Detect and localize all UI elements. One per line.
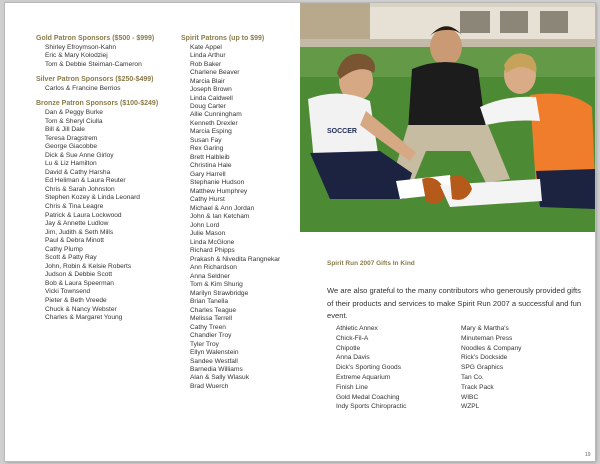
list-item: Melissa Terrell <box>190 315 233 323</box>
list-item: Stephanie Hudson <box>190 179 245 187</box>
list-item: Lu & Liz Hamilton <box>45 160 97 168</box>
gold-sponsors-heading: Gold Patron Sponsors ($500 - $999) <box>36 35 155 42</box>
list-item: John Lord <box>190 221 220 229</box>
list-item: Brett Halbleib <box>190 153 230 161</box>
list-item: Linda Caldwell <box>190 94 233 102</box>
list-item: Pieter & Beth Vreede <box>45 297 107 304</box>
list-item: Paul & Debra Minott <box>45 237 105 245</box>
list-item: Judson & Debbie Scott <box>45 271 113 279</box>
list-item: Minuteman Press <box>461 334 513 342</box>
list-item: Chick-Fil-A <box>336 334 369 342</box>
list-item: Barnedia Williams <box>190 366 243 373</box>
list-item: Dick & Sue Anne Girloy <box>45 151 114 159</box>
list-item: George Giacobbe <box>45 143 98 151</box>
list-item: Patrick & Laura Lockwood <box>45 211 122 219</box>
list-item: Tom & Kim Shurig <box>190 281 243 289</box>
list-item: Ed Heliman & Laura Reuter <box>45 177 126 185</box>
list-item: Linda McGlone <box>190 238 235 246</box>
list-item: Indy Sports Chiropractic <box>336 403 407 411</box>
list-item: Gary Harrell <box>190 170 226 178</box>
list-item: Charles & Margaret Young <box>45 314 123 322</box>
list-item: Carlos & Francine Berrios <box>45 84 121 92</box>
list-item: David & Cathy Harsha <box>45 168 111 176</box>
list-item: Shirley Efroymson-Kahn <box>45 43 117 51</box>
list-item: Marcia Esping <box>190 128 232 136</box>
list-item: Tyler Troy <box>190 340 219 348</box>
list-item: WIBC <box>461 393 479 401</box>
list-item: Sandee Westfall <box>190 357 238 365</box>
list-item: Rex Garing <box>190 145 224 153</box>
list-item: Dick's Sporting Goods <box>336 364 402 372</box>
list-item: Ann Richardson <box>190 264 237 272</box>
list-item: Chipotle <box>336 344 361 352</box>
soccer-stretching-photo <box>300 3 595 232</box>
spirit-patrons-list <box>190 44 306 392</box>
list-item: Brad Wuerch <box>190 382 229 390</box>
list-item: WZPL <box>461 403 480 411</box>
silver-sponsors-heading: Silver Patron Sponsors ($250-$499) <box>36 76 154 84</box>
list-item: Teresa Dragstrem <box>45 134 98 142</box>
list-item: Prakash & Nivedita Rangnekar <box>190 255 281 263</box>
gifts-list-right <box>461 324 521 412</box>
list-item: Charles Teague <box>190 306 237 314</box>
list-item: Tom & Debbie Steiman-Cameron <box>45 60 142 68</box>
list-item: Cathy Treen <box>190 323 226 331</box>
jersey-text: SOCCER <box>327 128 357 135</box>
list-item: Joseph Brown <box>190 86 232 94</box>
sponsor-column-middle <box>181 34 306 391</box>
list-item: Extreme Aquarium <box>336 373 391 381</box>
list-item: Susan Fay <box>190 136 222 144</box>
gifts-in-kind-intro: We are also grateful to the many contributors who generously provided gifts of their products and services to make Spirit Run 2007 a successful and fun event. <box>327 286 582 321</box>
list-item: Athletic Annex <box>336 325 378 332</box>
list-item: Julie Mason <box>190 230 226 238</box>
list-item: Mary & Martha's <box>461 325 509 332</box>
list-item: Chris & Sarah Johnston <box>45 185 115 193</box>
gifts-list-left <box>336 324 406 412</box>
bronze-sponsors-list <box>45 109 171 323</box>
list-item: Christina Hale <box>190 162 232 170</box>
gifts-in-kind-heading: Spirit Run 2007 Gifts In Kind <box>327 260 415 267</box>
list-item: Anna Seldner <box>190 272 230 280</box>
list-item: Dan & Peggy Burke <box>45 108 103 116</box>
list-item: Bill & Jill Dale <box>45 126 85 134</box>
list-item: Gold Medal Coaching <box>336 393 400 401</box>
list-item: Track Pack <box>461 383 494 391</box>
list-item: Richard Phipps <box>190 247 235 255</box>
list-item: Linda Arthur <box>190 52 226 60</box>
list-item: Rick's Dockside <box>461 354 508 362</box>
list-item: Alan & Sally Wlasuk <box>190 374 249 382</box>
list-item: Stephen Kozey & Linda Leonard <box>45 194 140 202</box>
list-item: Bob & Laura Speerman <box>45 279 114 287</box>
list-item: John & Ian Ketcham <box>190 213 250 221</box>
list-item: Charlene Beaver <box>190 69 240 77</box>
list-item: Tom & Sheryl Ciulla <box>45 117 103 125</box>
page-number: 19 <box>585 452 591 458</box>
list-item: Rob Baker <box>190 60 222 68</box>
list-item: Cathy Hurst <box>190 196 225 204</box>
list-item: Vicki Townsend <box>45 288 91 296</box>
list-item: Noodles & Company <box>461 344 522 352</box>
bronze-sponsors-heading: Bronze Patron Sponsors ($100-$249) <box>36 100 159 108</box>
list-item: Matthew Humphrey <box>190 187 248 195</box>
list-item: Brian Tanella <box>190 298 229 306</box>
list-item: Scott & Patty Ray <box>45 254 97 262</box>
list-item: Chandler Troy <box>190 332 232 340</box>
list-item: Chuck & Nancy Webster <box>45 305 117 313</box>
brochure-page <box>5 3 595 461</box>
list-item: Finish Line <box>336 383 368 391</box>
silver-sponsors-list <box>45 85 171 94</box>
list-item: Jay & Annette Ludlow <box>45 220 109 228</box>
list-item: Cathy Plump <box>45 245 83 253</box>
list-item: SPG Graphics <box>461 364 504 372</box>
list-item: Michael & Ann Jordan <box>190 204 255 212</box>
list-item: Kenneth Drexler <box>190 119 238 127</box>
list-item: Tan Co. <box>461 373 484 381</box>
gold-sponsors-list <box>45 44 171 70</box>
list-item: John, Robin & Kelsie Roberts <box>45 262 132 270</box>
list-item: Eric & Mary Kolodziej <box>45 52 108 60</box>
list-item: Anna Davis <box>336 354 370 362</box>
photo-illustration <box>300 3 595 232</box>
list-item: Kate Appel <box>190 43 222 51</box>
list-item: Doug Carter <box>190 102 226 110</box>
spirit-patrons-heading: Spirit Patrons (up to $99) <box>181 35 265 42</box>
list-item: Jim, Judith & Seth Mills <box>45 228 114 236</box>
list-item: Ellyn Walenstein <box>190 349 239 357</box>
list-item: Allie Cunningham <box>190 111 242 119</box>
list-item: Chris & Tina Leagre <box>45 202 104 210</box>
sponsor-column-left <box>36 34 171 329</box>
list-item: Marcia Blair <box>190 77 225 85</box>
list-item: Marilyn Strawbridge <box>190 289 249 297</box>
